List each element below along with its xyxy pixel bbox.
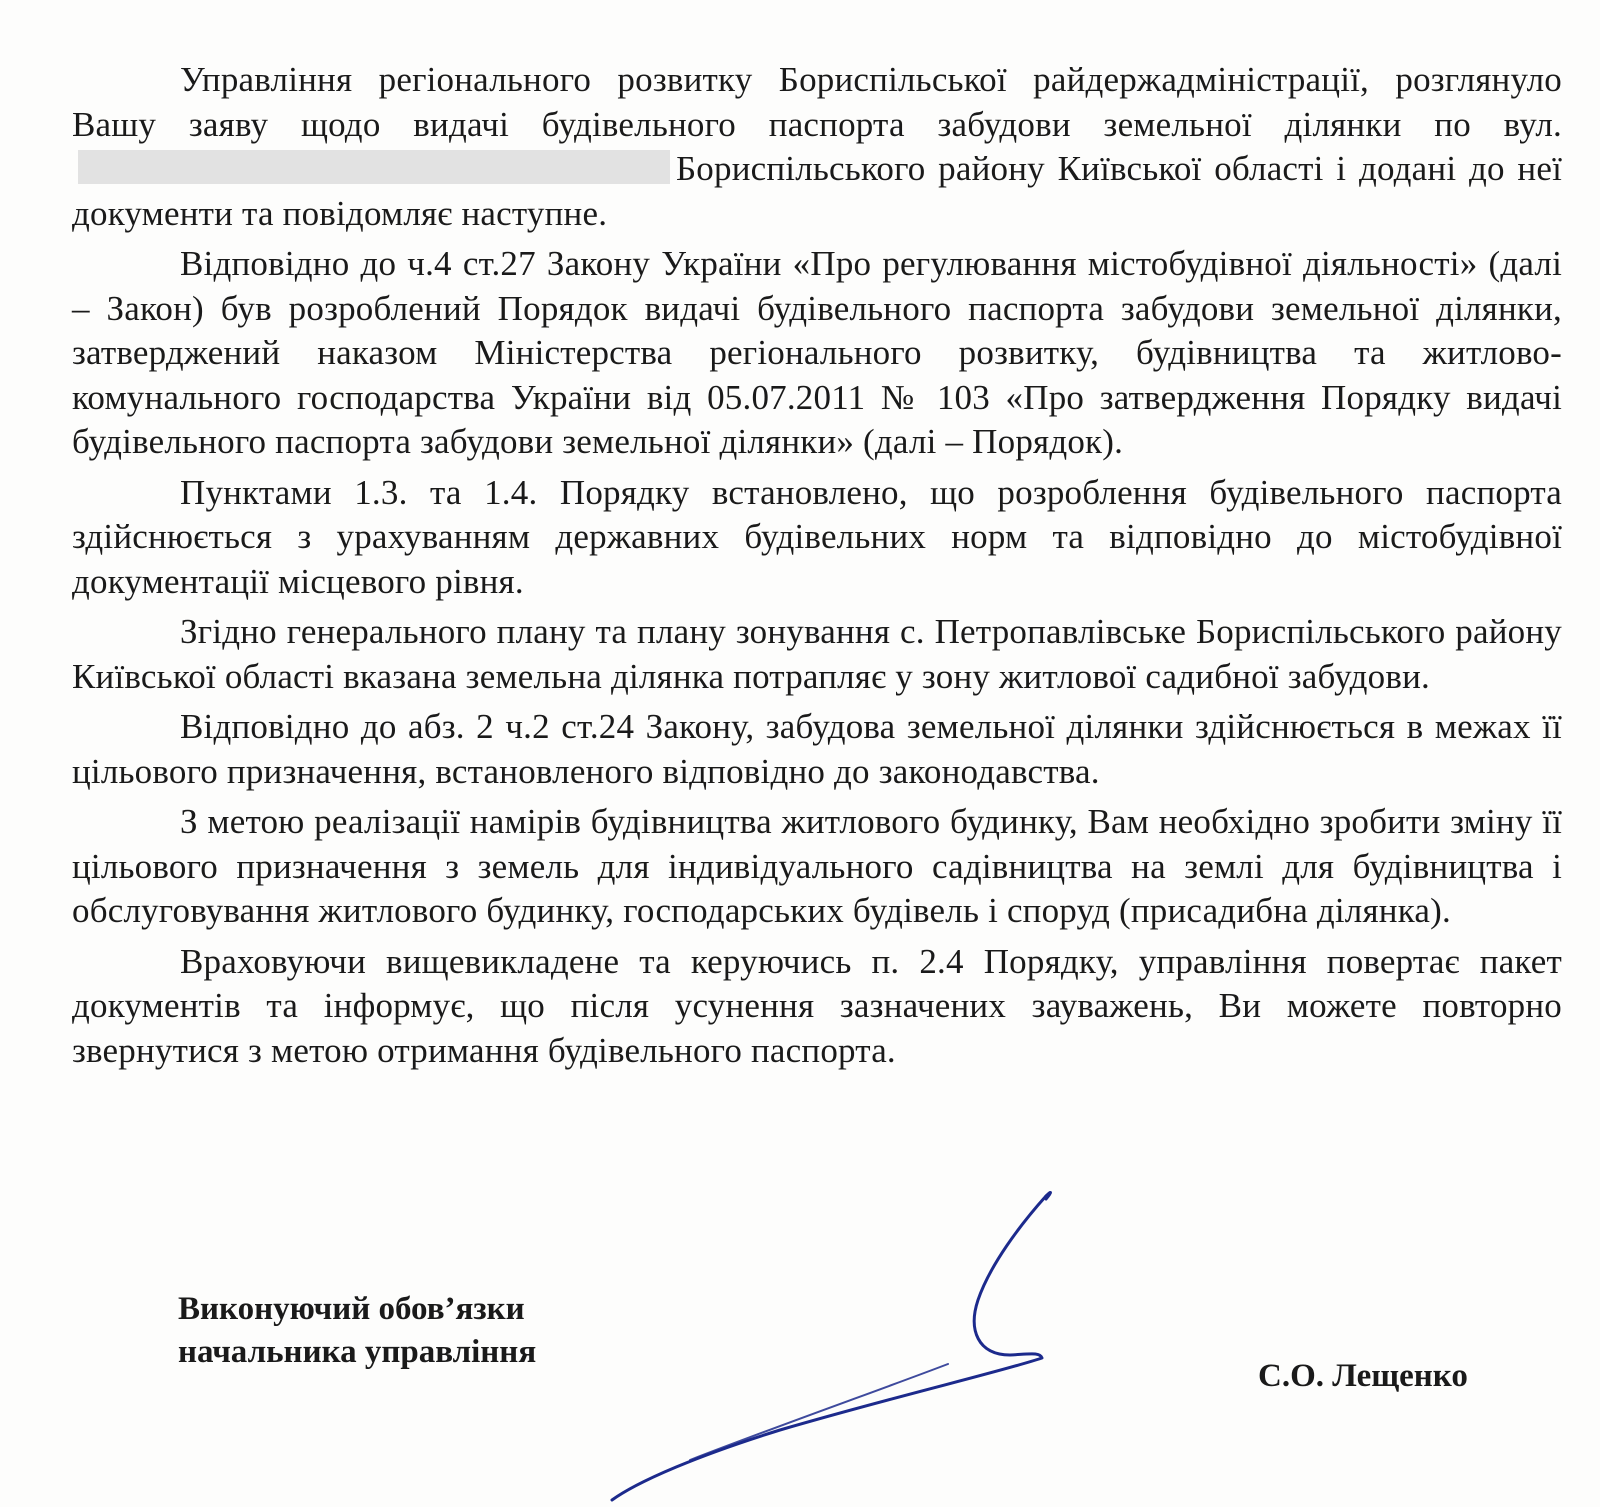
intro-text-before-address: Управління регіонального розвитку Бориспільської райдержадміністрації, розглянуло Вашу заяву щодо видачі будівельного паспорта забудови земельної ділянки по вул. <box>72 60 1562 144</box>
redacted-address-block <box>78 150 670 184</box>
intro-text-after-address: Бориспільського району Київської області і додані до неї документи та повідомляє наступне. <box>72 149 1562 233</box>
letter-body <box>72 58 1562 1079</box>
signatory-position-line1: Виконуючий обов’язки <box>178 1291 525 1327</box>
signatory-position <box>178 1288 536 1374</box>
signatory-position-line2: начальника управління <box>178 1334 537 1370</box>
signatory-name: С.О. Лещенко <box>1258 1358 1468 1394</box>
paragraph-intro <box>72 58 1562 236</box>
paragraph-conclusion: Враховуючи вищевикладене та керуючись п. 2.4 Порядку, управління повертає пакет документів та інформує, що після усунення зазначених зауважень, Ви можете повторно звернутися з метою отримання будівельного паспорта. <box>72 941 1562 1070</box>
paragraph-zoning: Згідно генерального плану та плану зонування с. Петропавлівське Бориспільського району Київської області вказана земельна ділянка потрапляє у зону житлової садибної забудови. <box>72 612 1562 696</box>
paragraph-requirement: З метою реалізації намірів будівництва житлового будинку, Вам необхідно зробити зміну її цільового призначення з земель для індивідуального садівництва на землі для будівництва і обслуговування житлового будинку, господарських будівель і споруд (присадибна ділянка). <box>72 802 1562 930</box>
paragraph-legal-basis: Відповідно до ч.4 ст.27 Закону України «Про регулювання містобудівної діяльності» (далі – Закон) був розроблений Порядок видачі будівельного паспорта забудови земельної ділянки, затверджений наказом Міністерства регіонального розвитку, будівництва та житлово-комунального господарства України від 05.07.2011 № 103 «Про затвердження Порядку видачі будівельного паспорта забудови земельної ділянки» (далі – Порядок). <box>72 244 1562 461</box>
paragraph-procedure-points: Пунктами 1.3. та 1.4. Порядку встановлено, що розроблення будівельного паспорта здійснюється з урахуванням державних будівельних норм та відповідно до містобудівної документації місцевого рівня. <box>72 472 1562 601</box>
paragraph-land-use: Відповідно до абз. 2 ч.2 ст.24 Закону, забудова земельної ділянки здійснюється в межах її цільового призначення, встановленого відповідно до законодавства. <box>72 707 1562 791</box>
